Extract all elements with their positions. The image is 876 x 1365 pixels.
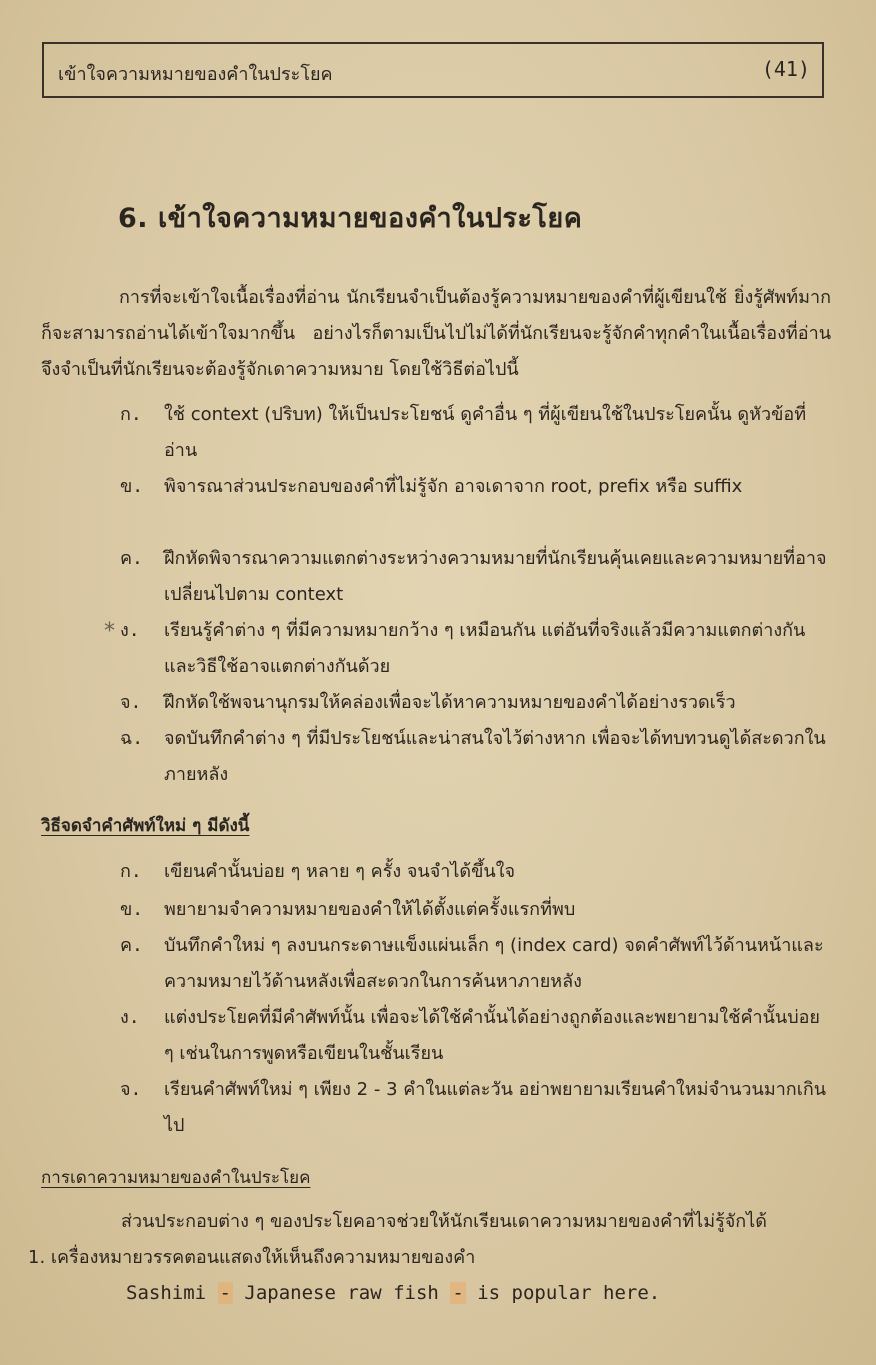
list-text: พิจารณาส่วนประกอบของคำที่ไม่รู้จัก อาจเดาจาก root, prefix หรือ suffix <box>164 476 743 497</box>
list-marker: ง. <box>120 620 140 641</box>
list-item <box>120 469 835 505</box>
list-item <box>120 928 835 1000</box>
example-part: is popular here. <box>465 1282 661 1304</box>
list-marker: ค. <box>120 935 143 956</box>
list-marker: จ. <box>120 1079 142 1100</box>
highlighted-dash: - <box>219 1282 231 1304</box>
list-marker: ก. <box>120 861 142 882</box>
paragraph-sentence-parts: ส่วนประกอบต่าง ๆ ของประโยคอาจช่วยให้นักเรียนเดาความหมายของคำที่ไม่รู้จักได้ <box>121 1211 767 1232</box>
list-marker: ข. <box>120 899 144 920</box>
example-sentence <box>126 1282 660 1304</box>
list-marker: ค. <box>120 548 143 569</box>
header-title: เข้าใจความหมายของคำในประโยค <box>58 64 333 85</box>
list-text: จดบันทึกคำต่าง ๆ ที่มีประโยชน์และน่าสนใจไว้ต่างหาก เพื่อจะได้ทบทวนดูได้สะดวกในภายหลัง <box>164 728 826 785</box>
list-text: ฝึกหัดพิจารณาความแตกต่างระหว่างความหมายที่นักเรียนคุ้นเคยและความหมายที่อาจเปลี่ยนไปตาม context <box>164 548 827 605</box>
list-text: บันทึกคำใหม่ ๆ ลงบนกระดาษแข็งแผ่นเล็ก ๆ (index card) จดคำศัพท์ไว้ด้านหน้าและความหมายไว้ด้านหลังเพื่อสะดวกในการค้นหาภายหลัง <box>164 935 824 992</box>
list-marker: จ. <box>120 692 142 713</box>
list-text: เขียนคำนั้นบ่อย ๆ หลาย ๆ ครั้ง จนจำได้ขึ้นใจ <box>164 861 516 882</box>
highlighted-dash: - <box>452 1282 464 1304</box>
list-item <box>120 1000 835 1072</box>
list-item <box>120 892 835 928</box>
point-punctuation: 1. เครื่องหมายวรรคตอนแสดงให้เห็นถึงความหมายของคำ <box>28 1247 476 1268</box>
handwritten-asterisk: * <box>104 619 115 644</box>
list-item <box>120 613 835 685</box>
intro-paragraph: การที่จะเข้าใจเนื้อเรื่องที่อ่าน นักเรียนจำเป็นต้องรู้ความหมายของคำที่ผู้เขียนใช้ ยิ่งรู้ศัพท์มากก็จะสามารถอ่านได้เข้าใจมากขึ้น อย่างไรก็ตามเป็นไปไม่ได้ที่นักเรียนจะรู้จักคำทุกคำในเนื้อเรื่องที่อ่าน จึงจำเป็นที่นักเรียนจะต้องรู้จักเดาความหมาย โดยใช้วิธีต่อไปนี้ <box>41 287 831 380</box>
list-marker: ฉ. <box>120 728 144 749</box>
section-title: 6. เข้าใจความหมายของคำในประโยค <box>118 203 583 234</box>
list-item <box>120 854 835 890</box>
list-text: พยายามจำความหมายของคำให้ได้ตั้งแต่ครั้งแรกที่พบ <box>164 899 576 920</box>
running-header <box>42 42 824 98</box>
list-item <box>120 721 835 793</box>
list-item <box>120 541 835 613</box>
list-text: เรียนคำศัพท์ใหม่ ๆ เพียง 2 - 3 คำในแต่ละวัน อย่าพยายามเรียนคำใหม่จำนวนมากเกินไป <box>164 1079 827 1136</box>
list-item <box>120 685 835 721</box>
list-item <box>120 1072 835 1144</box>
list-marker: ก. <box>120 404 142 425</box>
list-item <box>120 397 835 469</box>
example-part: Japanese raw fish <box>232 1282 451 1304</box>
list-text: ฝึกหัดใช้พจนานุกรมให้คล่องเพื่อจะได้หาความหมายของคำได้อย่างรวดเร็ว <box>164 692 736 713</box>
list-text: ใช้ context (ปริบท) ให้เป็นประโยชน์ ดูคำอื่น ๆ ที่ผู้เขียนใช้ในประโยคนั้น ดูหัวข้อที่อ่าน <box>164 404 807 461</box>
example-part: Sashimi <box>126 1282 218 1304</box>
subheading-guessing-meaning: การเดาความหมายของคำในประโยค <box>41 1168 311 1188</box>
list-marker: ง. <box>120 1007 140 1028</box>
list-text: เรียนรู้คำต่าง ๆ ที่มีความหมายกว้าง ๆ เหมือนกัน แต่อันที่จริงแล้วมีความแตกต่างกันและวิธีใช้อาจแตกต่างกันด้วย <box>164 620 806 677</box>
subheading-vocab-memory: วิธีจดจำคำศัพท์ใหม่ ๆ มีดังนี้ <box>41 816 250 836</box>
page-number: (41) <box>761 57 810 81</box>
list-marker: ข. <box>120 476 144 497</box>
list-text: แต่งประโยคที่มีคำศัพท์นั้น เพื่อจะได้ใช้คำนั้นได้อย่างถูกต้องและพยายามใช้คำนั้นบ่อย ๆ เช่นในการพูดหรือเขียนในชั้นเรียน <box>164 1007 820 1064</box>
